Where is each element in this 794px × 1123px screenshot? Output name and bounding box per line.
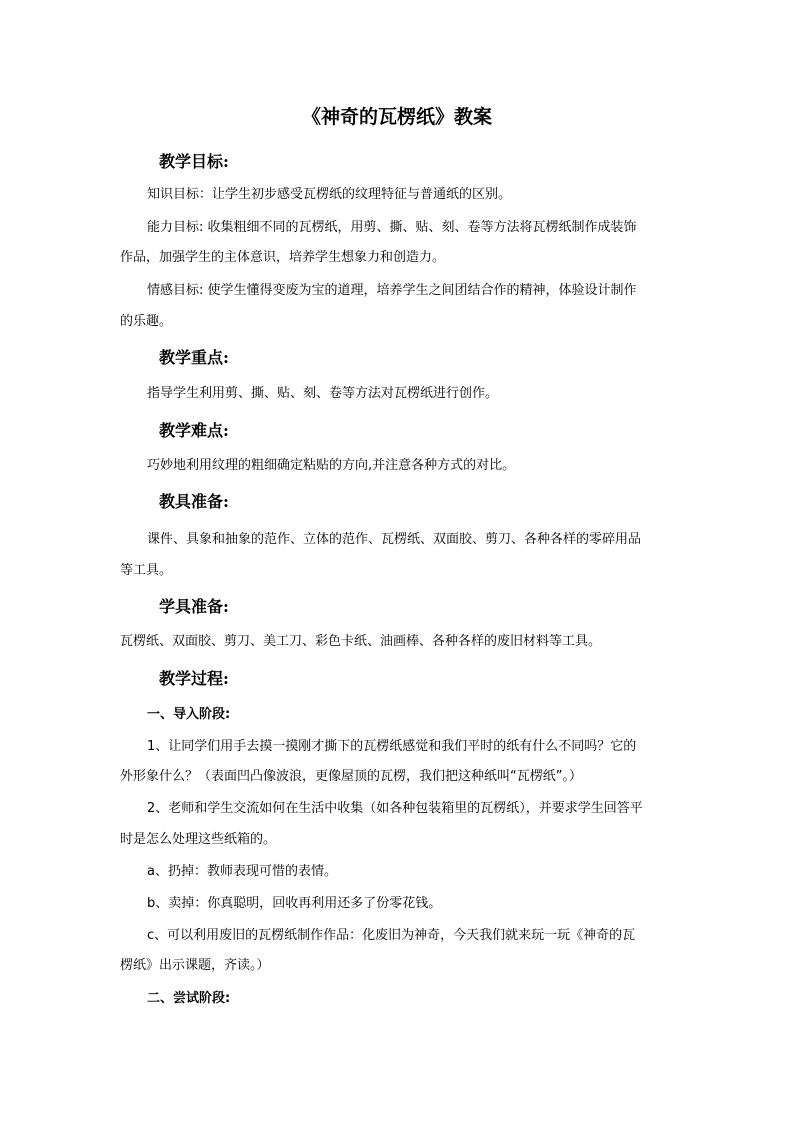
intro-item1-line2: 外形象什么？（表面凹凸像波浪，更像屋顶的瓦楞，我们把这种纸叫“瓦楞纸”。）	[120, 769, 582, 784]
goal-emotion-line1: 情感目标: 使学生懂得变废为宝的道理，培养学生之间团结合作的精神，体验设计制作	[147, 283, 637, 298]
heading-goals: 教学目标:	[159, 152, 229, 171]
page-title: 《神奇的瓦楞纸》教案	[301, 106, 492, 128]
goal-ability-line2: 作品，加强学生的主体意识，培养学生想象力和创造力。	[120, 250, 446, 265]
difficulty-text: 巧妙地利用纹理的粗细确定粘贴的方向,并注意各种方式的对比。	[147, 458, 516, 473]
heading-process: 教学过程:	[159, 669, 229, 688]
focus-text: 指导学生利用剪、撕、贴、刻、卷等方法对瓦楞纸进行创作。	[147, 386, 499, 401]
intro-item-a: a、扔掉：教师表现可惜的表情。	[147, 864, 337, 879]
goal-knowledge: 知识目标：让学生初步感受瓦楞纸的纹理特征与普通纸的区别。	[147, 187, 512, 202]
goal-emotion-line2: 的乐趣。	[120, 314, 173, 329]
heading-difficulty: 教学难点:	[159, 421, 229, 440]
goal-ability-line1: 能力目标: 收集粗细不同的瓦楞纸，用剪、撕、贴、刻、卷等方法将瓦楞纸制作成装饰	[147, 220, 637, 235]
intro-item-c-line2: 楞纸》出示课题，齐读。）	[120, 958, 270, 973]
stage-try-heading: 二、尝试阶段:	[147, 991, 231, 1006]
teacher-tools-line2: 等工具。	[120, 563, 173, 578]
stage-intro-heading: 一、导入阶段:	[147, 707, 231, 722]
intro-item2-line2: 时是怎么处理这些纸箱的。	[120, 832, 277, 847]
heading-focus: 教学重点:	[159, 348, 229, 367]
heading-student-tools: 学具准备:	[159, 597, 229, 616]
intro-item-b: b、卖掉：你真聪明，回收再利用还多了份零花钱。	[147, 896, 442, 911]
heading-teacher-tools: 教具准备:	[159, 492, 229, 511]
intro-item1-line1: 1、让同学们用手去摸一摸刚才撕下的瓦楞纸感觉和我们平时的纸有什么不同吗？它的	[147, 739, 637, 754]
intro-item2-line1: 2、老师和学生交流如何在生活中收集（如各种包装箱里的瓦楞纸），并要求学生回答平	[147, 801, 643, 816]
intro-item-c-line1: c、可以利用废旧的瓦楞纸制作作品：化废旧为神奇，今天我们就来玩一玩《神奇的瓦	[147, 928, 636, 943]
teacher-tools-line1: 课件、具象和抽象的范作、立体的范作、瓦楞纸、双面胶、剪刀、各种各样的零碎用品	[147, 532, 642, 547]
student-tools-text: 瓦楞纸、双面胶、剪刀、美工刀、彩色卡纸、油画棒、各种各样的废旧材料等工具。	[120, 634, 602, 649]
